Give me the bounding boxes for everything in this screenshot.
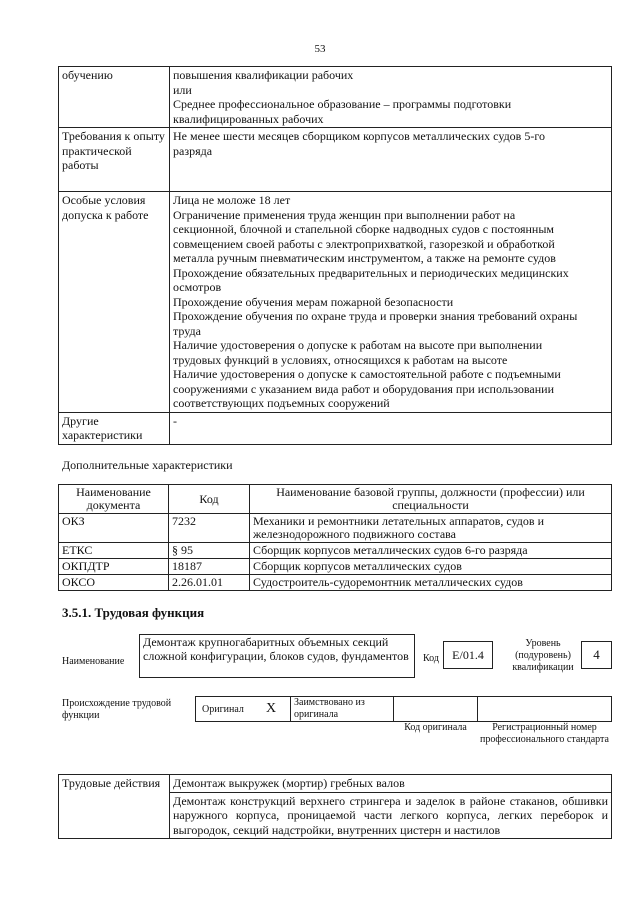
table-row bbox=[59, 575, 612, 591]
table-row bbox=[59, 412, 612, 444]
page-number: 53 bbox=[314, 43, 326, 55]
text-line: соответствующих подъемных сооружений bbox=[173, 396, 390, 410]
level-label: Уровень (подуровень) квалификации bbox=[512, 638, 574, 673]
code-label: Код bbox=[423, 653, 439, 664]
cell-name: Механики и ремонтники летательных аппаратов, судов и железнодорожного подвижного состава bbox=[250, 514, 612, 543]
borrowed-cell: Заимствовано из оригинала bbox=[290, 696, 394, 722]
cell-name: Сборщик корпусов металлических судов bbox=[250, 559, 612, 575]
text-line: Прохождение обязательных предварительных и периодических медицинских bbox=[173, 265, 569, 280]
row-value bbox=[170, 128, 612, 192]
text-line: сооружениями с указанием вида работ и оборудования при использовании bbox=[173, 381, 555, 396]
col-header-code: Код bbox=[169, 485, 250, 514]
origin-label: Происхождение трудовой функции bbox=[62, 698, 172, 721]
row-value bbox=[170, 412, 612, 444]
text-line: совмещением своей работы с электроприхваткой, газорезкой и обработкой bbox=[173, 236, 555, 251]
cell-doc: ОКЗ bbox=[59, 514, 169, 543]
row-value bbox=[170, 67, 612, 128]
text-line: Не менее шести месяцев сборщиком корпусов металлических судов 5-го bbox=[173, 129, 545, 143]
text-line: Прохождение обучения по охране труда и проверки знания требований охраны bbox=[173, 309, 578, 323]
row-label: Другие характеристики bbox=[59, 412, 170, 444]
table-row bbox=[59, 543, 612, 559]
text-line: - bbox=[173, 413, 177, 428]
cell-doc: ОКСО bbox=[59, 575, 169, 591]
original-mark: X bbox=[266, 701, 277, 716]
name-label: Наименование bbox=[62, 656, 125, 667]
text-line: Прохождение обучения мерам пожарной безопасности bbox=[173, 294, 454, 309]
table-row bbox=[59, 192, 612, 413]
origin-original-cell bbox=[195, 696, 291, 722]
action-item: Демонтаж выкружек (мортир) гребных валов bbox=[170, 775, 612, 793]
table-row bbox=[59, 67, 612, 128]
text-line: Наличие удостоверения о допуске к самостоятельной работе с подъемными bbox=[173, 367, 561, 381]
cell-name: Сборщик корпусов металлических судов 6-го разряда bbox=[250, 543, 612, 559]
text-line: разряда bbox=[173, 143, 213, 158]
row-label: Требования к опыту практической работы bbox=[59, 128, 170, 192]
text-line: металла ручным пневматическим инструментом, а также на ремонте судов bbox=[173, 251, 556, 265]
function-code-value: E/01.4 bbox=[443, 641, 493, 669]
text-line: трудовых функций в условиях, относящихся к работам на высоте bbox=[173, 352, 508, 367]
text-line: или bbox=[173, 82, 192, 97]
text-line: Ограничение применения труда женщин при выполнении работ на bbox=[173, 207, 516, 222]
text-line: Лица не моложе 18 лет bbox=[173, 193, 291, 207]
cell-name: Судостроитель-судоремонтник металлических судов bbox=[250, 575, 612, 591]
text-line: труда bbox=[173, 323, 201, 338]
row-label: обучению bbox=[59, 67, 170, 128]
table-header-row bbox=[59, 485, 612, 514]
cell-code: § 95 bbox=[169, 543, 250, 559]
action-item: Демонтаж конструкций верхнего стрингера и заделок в районе стаканов, обшивки наружного корпуса, проницаемой части легкого корпуса, легких переборок и выгородок, секций надстройки, внутренних цистерн и настилов bbox=[170, 792, 612, 839]
cell-code: 18187 bbox=[169, 559, 250, 575]
table-row bbox=[59, 514, 612, 543]
reg-num-caption: Регистрационный номер профессионального стандарта bbox=[480, 722, 609, 745]
row-value bbox=[170, 192, 612, 413]
table-row bbox=[59, 128, 612, 192]
text-line: Наличие удостоверения о допуске к работам на высоте при выполнении bbox=[173, 338, 543, 352]
table-row bbox=[59, 775, 612, 793]
level-value: 4 bbox=[581, 641, 612, 669]
reg-num-cell bbox=[477, 696, 612, 722]
text-line: секционной, блочной и стапельной сборке надводных судов с постоянным bbox=[173, 222, 555, 236]
cell-doc: ЕТКС bbox=[59, 543, 169, 559]
original-label: Оригинал bbox=[202, 704, 244, 715]
additional-table bbox=[58, 484, 612, 591]
function-name-value: Демонтаж крупногабаритных объемных секций сложной конфигурации, блоков судов, фундаментов bbox=[139, 634, 415, 678]
col-header-name: Наименование базовой группы, должности (профессии) или специальности bbox=[250, 485, 612, 514]
code-orig-caption: Код оригинала bbox=[404, 722, 467, 733]
text-line: повышения квалификации рабочих bbox=[173, 68, 354, 82]
code-orig-cell bbox=[393, 696, 478, 722]
requirements-table bbox=[58, 66, 612, 445]
actions-table bbox=[58, 774, 612, 839]
cell-code: 7232 bbox=[169, 514, 250, 543]
text-line: Среднее профессиональное образование – программы подготовки bbox=[173, 97, 512, 111]
actions-label: Трудовые действия bbox=[59, 775, 170, 839]
additional-heading: Дополнительные характеристики bbox=[62, 458, 233, 472]
function-heading: 3.5.1. Трудовая функция bbox=[62, 605, 205, 620]
row-label: Особые условия допуска к работе bbox=[59, 192, 170, 413]
cell-doc: ОКПДТР bbox=[59, 559, 169, 575]
cell-code: 2.26.01.01 bbox=[169, 575, 250, 591]
col-header-doc: Наименование документа bbox=[59, 485, 169, 514]
text-line: осмотров bbox=[173, 280, 222, 294]
text-line: квалифицированных рабочих bbox=[173, 111, 324, 126]
table-row bbox=[59, 559, 612, 575]
